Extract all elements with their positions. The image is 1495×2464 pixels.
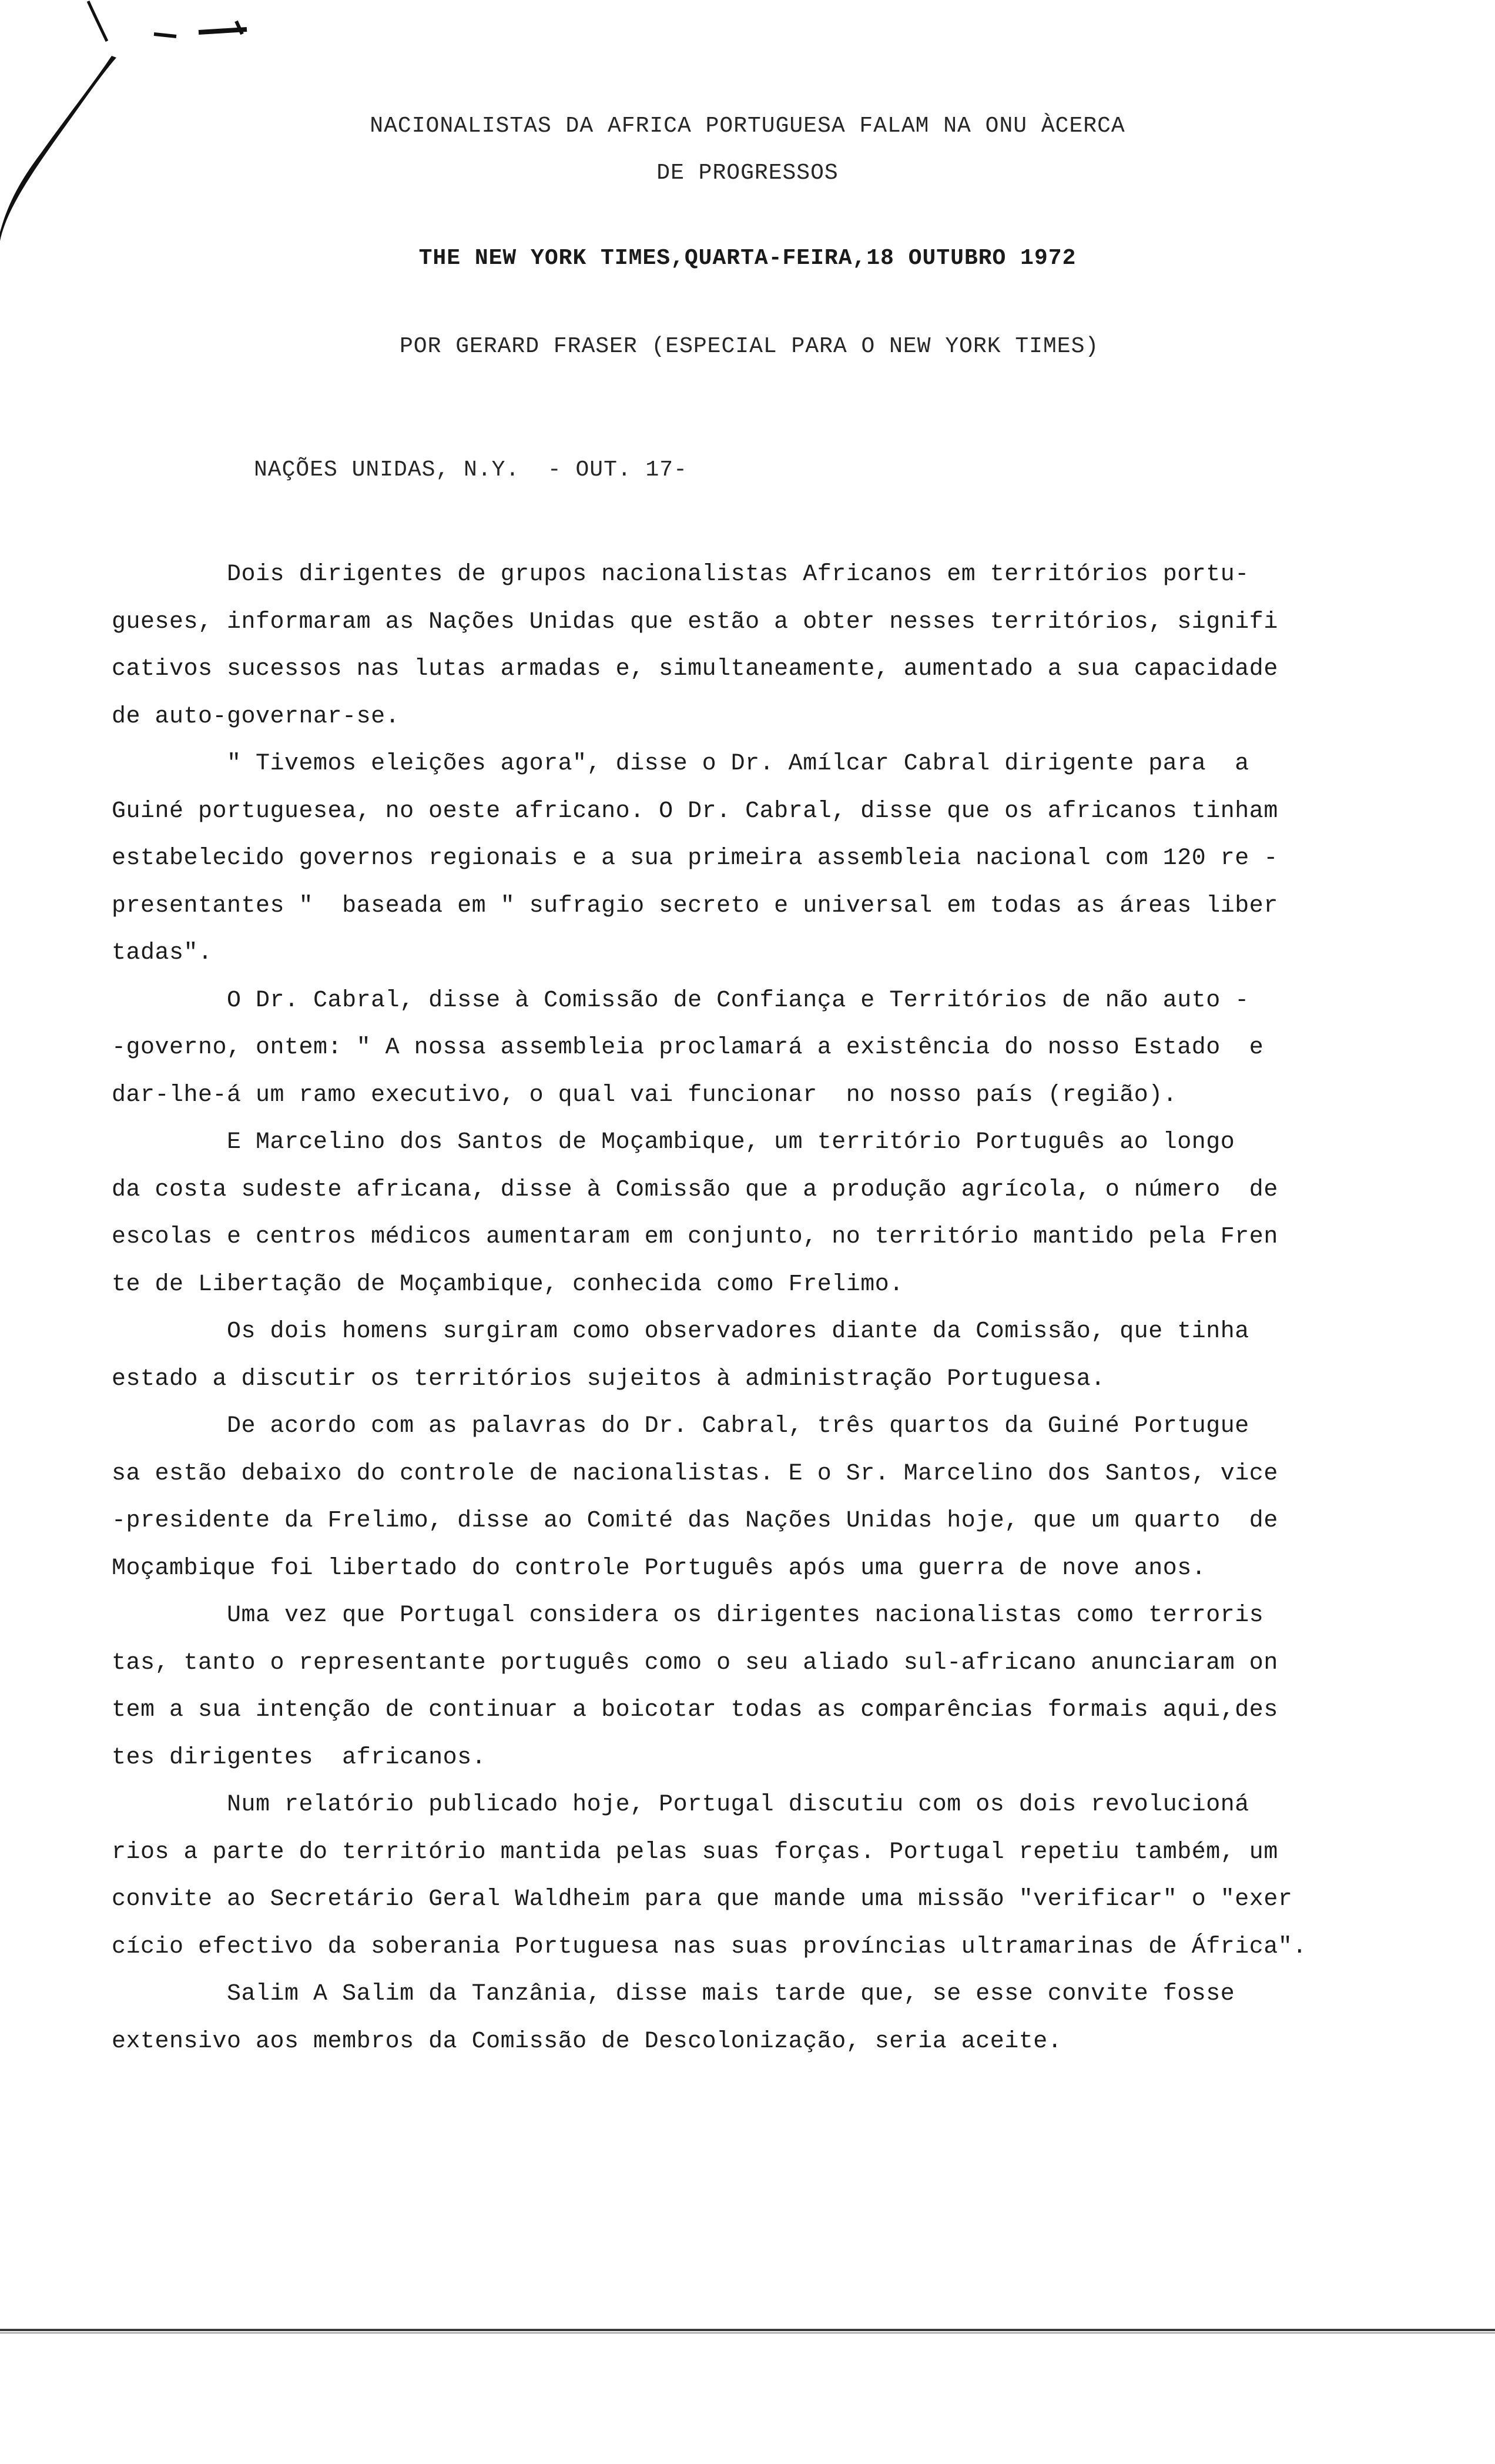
bottom-edge-rule [0, 2329, 1495, 2331]
document-title-line-2: DE PROGRESSOS [656, 160, 839, 186]
article-body [112, 551, 1399, 2065]
text-line: E Marcelino dos Santos de Moçambique, um território Português ao longo [112, 1129, 1235, 1156]
text-line: dar-lhe-á um ramo executivo, o qual vai funcionar no nosso país (região). [112, 1082, 1178, 1109]
text-line: Os dois homens surgiram como observadores diante da Comissão, que tinha [112, 1318, 1249, 1345]
text-line: de auto-governar-se. [112, 703, 400, 730]
text-line: tem a sua intenção de continuar a boicotar todas as comparências formais aqui,des [112, 1697, 1278, 1723]
text-line: Dois dirigentes de grupos nacionalistas Africanos em territórios portu- [112, 561, 1249, 588]
text-line: -governo, ontem: " A nossa assembleia proclamará a existência do nosso Estado e [112, 1035, 1264, 1061]
text-line: " Tivemos eleições agora", disse o Dr. Amílcar Cabral dirigente para a [112, 751, 1249, 777]
text-line: De acordo com as palavras do Dr. Cabral, três quartos da Guiné Portugue [112, 1413, 1249, 1439]
text-line: Uma vez que Portugal considera os dirigentes nacionalistas como terroris [112, 1602, 1264, 1629]
text-line: -presidente da Frelimo, disse ao Comité das Nações Unidas hoje, que um quarto de [112, 1508, 1278, 1534]
text-line: rios a parte do território mantida pelas suas forças. Portugal repetiu também, um [112, 1839, 1278, 1866]
text-line: cício efectivo da soberania Portuguesa nas suas províncias ultramarinas de África". [112, 1933, 1307, 1960]
text-line: tes dirigentes africanos. [112, 1744, 487, 1771]
text-line: Num relatório publicado hoje, Portugal discutiu com os dois revolucioná [112, 1792, 1249, 1818]
text-line: tadas". [112, 940, 213, 966]
text-line: sa estão debaixo do controle de nacionalistas. E o Sr. Marcelino dos Santos, vice [112, 1460, 1278, 1487]
text-line: Salim A Salim da Tanzânia, disse mais tarde que, se esse convite fosse [112, 1981, 1235, 2007]
text-line: te de Libertação de Moçambique, conhecida como Frelimo. [112, 1271, 904, 1298]
text-line: da costa sudeste africana, disse à Comissão que a produção agrícola, o número de [112, 1176, 1278, 1203]
text-line: estabelecido governos regionais e a sua primeira assembleia nacional com 120 re - [112, 845, 1278, 872]
text-line: O Dr. Cabral, disse à Comissão de Confiança e Territórios de não auto - [112, 987, 1249, 1014]
text-line: tas, tanto o representante português como o seu aliado sul-africano anunciaram on [112, 1649, 1278, 1676]
newspaper-source: THE NEW YORK TIMES,QUARTA-FEIRA,18 OUTUBRO 1972 [418, 246, 1077, 271]
text-line: escolas e centros médicos aumentaram em conjunto, no território mantido pela Fren [112, 1224, 1278, 1250]
text-line: extensivo aos membros da Comissão de Descolonização, seria aceite. [112, 2028, 1062, 2055]
text-line: cativos sucessos nas lutas armadas e, simultaneamente, aumentado a sua capacidade [112, 656, 1278, 682]
text-line: convite ao Secretário Geral Waldheim para que mande uma missão "verificar" o "exer [112, 1886, 1293, 1913]
text-line: presentantes " baseada em " sufragio secreto e universal em todas as áreas liber [112, 892, 1278, 919]
text-line: estado a discutir os territórios sujeitos à administração Portuguesa. [112, 1365, 1105, 1392]
text-line: Moçambique foi libertado do controle Português após uma guerra de nove anos. [112, 1555, 1206, 1582]
dateline: NAÇÕES UNIDAS, N.Y. - OUT. 17- [254, 457, 688, 483]
bottom-edge-rule-shadow [0, 2332, 1495, 2334]
document-title-line-1: NACIONALISTAS DA AFRICA PORTUGUESA FALAM NA ONU ÀCERCA [370, 113, 1125, 139]
byline: POR GERARD FRASER (ESPECIAL PARA O NEW YORK TIMES) [400, 334, 1100, 359]
text-line: Guiné portuguesea, no oeste africano. O Dr. Cabral, disse que os africanos tinham [112, 798, 1278, 825]
text-line: gueses, informaram as Nações Unidas que estão a obter nesses territórios, signifi [112, 608, 1278, 635]
